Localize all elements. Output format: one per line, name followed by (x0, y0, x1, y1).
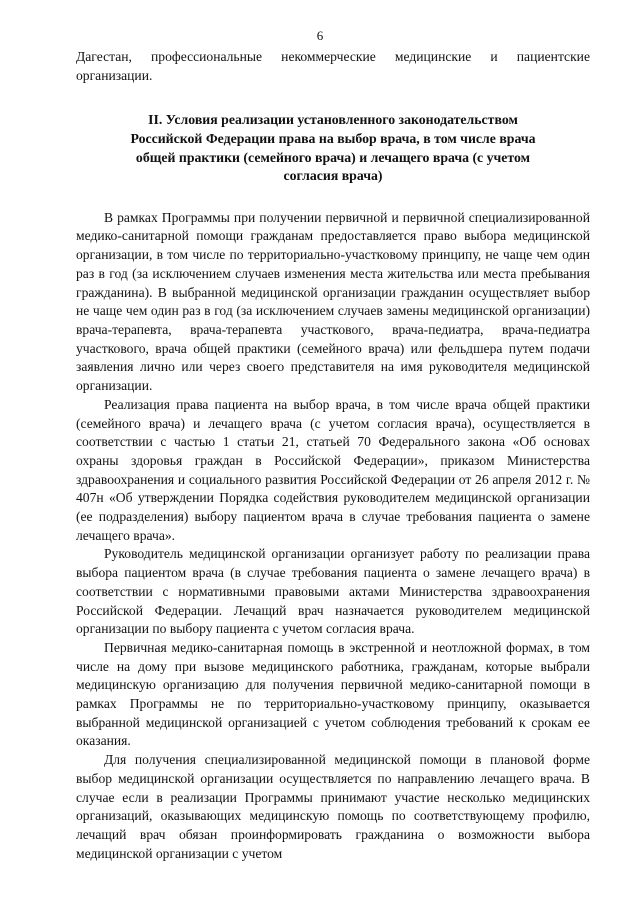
body-paragraph-choice-of-organization: В рамках Программы при получении первичной и первичной специализированной медико-санитарной помощи гражданам предоставляется право выбора медицинской организации, в том числе по территориально-участковому принципу, не чаще чем один раз в год (за исключением случаев изменения места жительства или места пребывания гражданина). В выбранной медицинской организации гражданин осуществляет выбор не чаще чем один раз в год (за исключением случаев замены медицинской организации) врача-терапевта, врача-терапевта участкового, врача-педиатра, врача-педиатра участкового, врача общей практики (семейного врача) или фельдшера путем подачи заявления лично или через своего представителя на имя руководителя медицинской организации. (76, 209, 590, 394)
section-heading: II. Условия реализации установленного законодательством Российской Федерации права на выбор врача, в том числе врача общей практики (семейного врача) и лечащего врача (с учетом согласия врача) (130, 112, 536, 184)
page-number: 6 (316, 28, 324, 43)
body-paragraph-patient-rights: Реализация права пациента на выбор врача, в том числе врача общей практики (семейного врача) и лечащего врача (с учетом согласия врача), осуществляется в соответствии с частью 1 статьи 21, статьей 70 Федерального закона «Об основах охраны здоровья граждан в Российской Федерации», приказом Министерства здравоохранения и социального развития Российской Федерации от 26 апреля 2012 г. № 407н «Об утверждении Порядка содействия руководителем медицинской организации (ее подразделения) выбору пациентом врача в случае требования пациента о замене лечащего врача». (76, 396, 590, 543)
document-body (76, 48, 590, 863)
body-paragraph-head-of-organization: Руководитель медицинской организации организует работу по реализации права выбора пациентом врача (в случае требования пациента о замене лечащего врача) в соответствии с нормативными правовыми актами Министерства здравоохранения Российской Федерации. Лечащий врач назначается руководителем медицинской организации по выбору пациента с учетом согласия врача. (76, 546, 590, 637)
body-paragraph-primary-care: Первичная медико-санитарная помощь в экстренной и неотложной формах, в том числе на дому при вызове медицинского работника, гражданам, которые выбрали медицинскую организацию для получения первичной медико-санитарной помощи в рамках Программы не по территориально-участковому принципу, оказывается выбранной медицинской организацией с учетом соблюдения требований к срокам ее оказания. (76, 639, 590, 749)
continuation-paragraph: Дагестан, профессиональные некоммерческие медицинские и пациентские организации. (76, 49, 590, 83)
body-paragraph-specialized-care: Для получения специализированной медицинской помощи в плановой форме выбор медицинской организации осуществляется по направлению лечащего врача. В случае если в реализации Программы принимают участие несколько медицинских организаций, оказывающих медицинскую помощь по соответствующему профилю, лечащий врач обязан проинформировать гражданина о возможности выбора медицинской организации с учетом (76, 752, 590, 861)
